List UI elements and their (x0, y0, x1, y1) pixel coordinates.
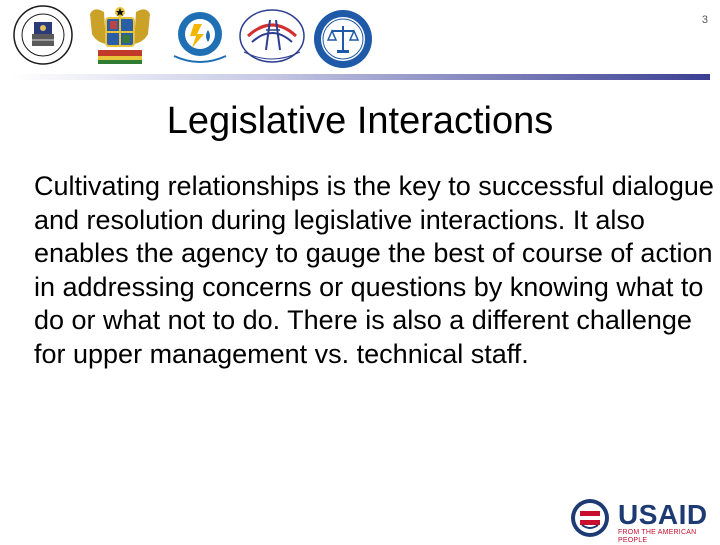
usaid-seal-icon (567, 496, 613, 543)
usaid-tagline: FROM THE AMERICAN PEOPLE (618, 529, 697, 544)
header-divider (12, 74, 710, 80)
header-logos (0, 0, 720, 80)
justice-seal-logo (310, 8, 376, 70)
coat-of-arms-logo (84, 4, 156, 70)
usaid-wordmark: USAID (618, 499, 708, 530)
page-number: 3 (701, 14, 708, 26)
regulatory-commission-logo (236, 6, 308, 70)
energy-commission-logo (164, 4, 236, 70)
slide-title: Legislative Interactions (166, 100, 554, 142)
puc-seal-logo (8, 4, 78, 66)
slide-body-text: Cultivating relationships is the key to successful dialogue and resolution during legislative interactions. It also enables the agency to gauge the best of course of action in addressing concerns or questions by knowing what to do or what not to do. There is also a different challenge for upper management vs. technical staff. (34, 171, 714, 369)
